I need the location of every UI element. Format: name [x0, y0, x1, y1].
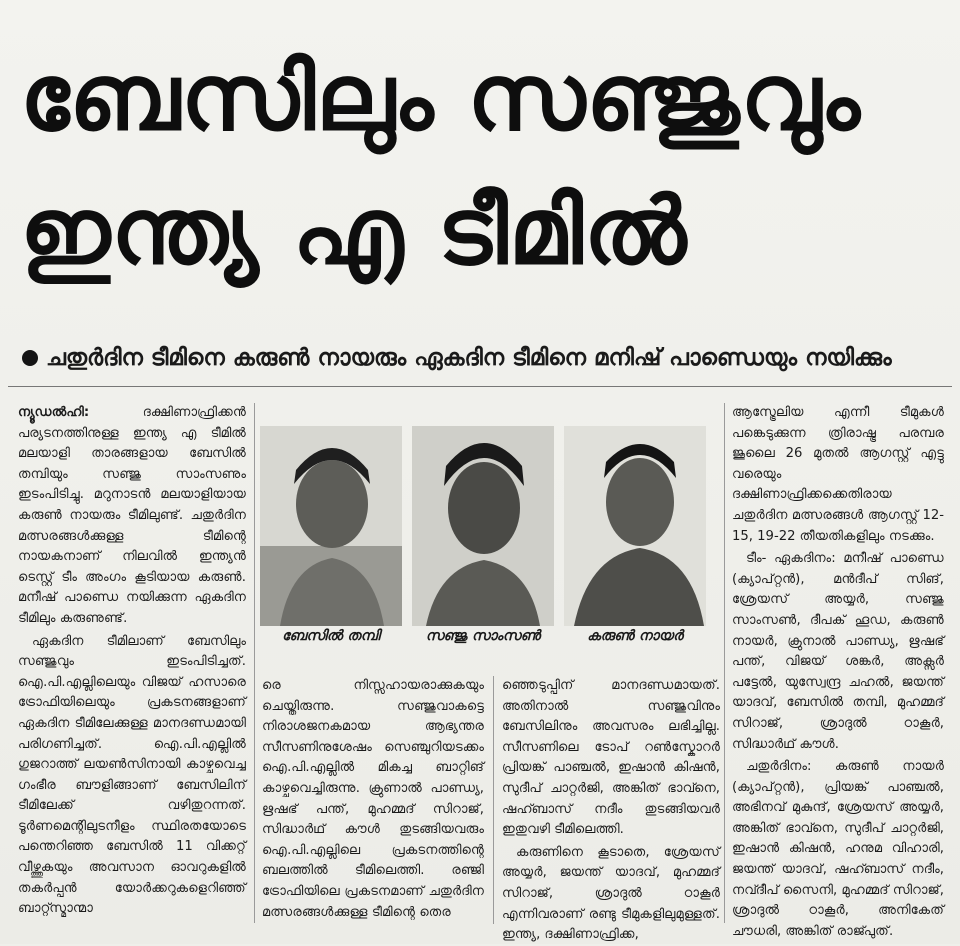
headline-line-1: ബേസിലും സഞ്ജുവും	[20, 44, 861, 151]
paragraph-text: ദക്ഷിണാഫ്രിക്കൻ പര്യടനത്തിനുള്ള ഇന്ത്യ എ ടീമിൽ മലയാളി താരങ്ങളായ ബേസിൽ തമ്പിയും സഞ്ജു സാംസണും ഇടംപിടിച്ചു. മറുനാടൻ മലയാളിയായ കരുൺ നായരും ടീമിലുണ്ട്. ചതുർദിന മത്സരങ്ങൾക്കുള്ള ടീമിന്റെ നായകനാണ് നിലവിൽ ഇന്ത്യൻ ടെസ്റ്റ് ടീം അംഗം കൂടിയായ കരുൺ. മനീഷ് പാണ്ഡെ നയിക്കുന്ന ഏകദിന ടീമിലും കരുണുണ്ട്.	[18, 405, 246, 626]
portrait-icon	[260, 426, 402, 626]
photo-caption: ബേസിൽ തമ്പി	[282, 628, 380, 644]
article-column-1	[18, 403, 246, 923]
column-divider	[254, 403, 255, 923]
article-paragraph: ഞ്ഞെടുപ്പിന് മാനദണ്ഡമായത്. അതിനാൽ സഞ്ജുവിനും ബേസിലിനും അവസരം ലഭിച്ചില്ല. സീസണിലെ ടോപ് റൺസ്കോറർ പ്രിയങ്ക് പാഞ്ചൽ, ഇഷാൻ കിഷൻ, സുദീപ് ചാറ്റർജി, അങ്കിത് ഭാവ്നെ, ഷഹ്ബാസ് നദീം തുടങ്ങിയവർ ഇതുവഴി ടീമിലെത്തി.	[502, 678, 720, 838]
column-divider	[493, 676, 494, 924]
article-paragraph: ടീം- ഏകദിനം: മനീഷ് പാണ്ഡെ (ക്യാപ്റ്റൻ), മൻദീപ് സിങ്, ശ്രേയസ് അയ്യർ, സഞ്ജു സാംസൺ, ദീപക് ഹൂഡ, കരുൺ നായർ, ക്രുനാൽ പാണ്ഡ്യ, ഋഷഭ് പന്ത്, വിജയ് ശങ്കർ, അക്സർ പട്ടേൽ, യുസ്വേന്ദ്ര ചഹൽ, ജയന്ത് യാദവ്, ബേസിൽ തമ്പി, മുഹമ്മദ് സിറാജ്, ശ്രാദുൽ ഠാകൂർ, സിദ്ധാർഥ് കൗൾ.	[732, 551, 944, 752]
portrait-icon	[564, 426, 706, 626]
article-column-4	[732, 403, 944, 939]
photo-basil-thampi	[260, 426, 402, 626]
photo-caption: സഞ്ജു സാംസൺ	[425, 628, 541, 644]
article-paragraph: ഏകദിന ടീമിലാണ് ബേസിലും സഞ്ജുവും ഇടംപിടിച്ചത്. ഐ.പി.എല്ലിലെയും വിജയ് ഹസാരെ ട്രോഫിയിലെയും പ്രകടനങ്ങളാണ് ഏകദിന ടീമിലേക്കുള്ള മാനദണ്ഡമായി പരിഗണിച്ചത്. ഐ.പി.എല്ലിൽ ഗുജറാത്ത് ലയൺസിനായി കാഴ്ചവെച്ച ഗംഭീര ബൗളിങ്ങാണ് ബേസിലിന് ടീമിലേക്ക് വഴിതുറന്നത്. ടൂർണമെന്റിലുടനീളം സ്ഥിരതയോടെ പന്തെറിഞ്ഞ ബേസിൽ 11 വിക്കറ്റ് വീഴ്ത്തുകയും അവസാന ഓവറുകളിൽ തകർപ്പൻ യോർക്കറുകളെറിഞ്ഞ് ബാറ്റ്സ്മാന്മാ	[18, 633, 246, 917]
article-column-2	[262, 676, 484, 924]
photo-caption: കരുൺ നായർ	[587, 628, 683, 644]
photo-sanju-samson	[412, 426, 554, 626]
headline-line-2: ഇന്ത്യ എ ടീമിൽ	[20, 178, 688, 285]
photo-karun-nair	[564, 426, 706, 626]
article-paragraph: രെ നിസ്സഹായരാക്കുകയും ചെയ്തിരുന്നു. സഞ്ജുവാകട്ടെ നിരാശജനകമായ ആഭ്യന്തര സീസണിനുശേഷം സെഞ്ചുറിയടക്കം ഐ.പി.എല്ലിൽ മികച്ച ബാറ്റിങ് കാഴ്ചവെച്ചിരുന്നു. ക്രുണാൽ പാണ്ഡ്യ, ഋഷഭ് പന്ത്, മുഹമ്മദ് സിറാജ്, സിദ്ധാർഥ് കൗൾ തുടങ്ങിയവരും ഐ.പി.എല്ലിലെ പ്രകടനത്തിന്റെ ബലത്തിൽ ടീമിലെത്തി. രഞ്ജി ട്രോഫിയിലെ പ്രകടനമാണ് ചതുർദിന മത്സരങ്ങൾക്കുള്ള ടീമിന്റെ തെര	[262, 678, 484, 920]
portrait-icon	[412, 426, 554, 626]
article-paragraph: ചതുർദിനം: കരുൺ നായർ (ക്യാപ്റ്റൻ), പ്രിയങ്ക് പാഞ്ചൽ, അഭിനവ് മുകുന്ദ്, ശ്രേയസ് അയ്യർ, അങ്കിത് ഭാവ്നെ, സുദീപ് ചാറ്റർജി, ഇഷാൻ കിഷൻ, ഹനുമ വിഹാരി, ജയന്ത് യാദവ്, ഷഹ്ബാസ് നദീം, നവ്ദീപ് സൈനി, മുഹമ്മദ് സിറാജ്, ശ്രാദുൽ ഠാകൂർ, അനികേത് ചൗധരി, അങ്കിത് രാജ്പുത്.	[732, 759, 944, 939]
column-divider	[724, 403, 725, 923]
subheadline-text: ചതുർദിന ടീമിനെ കരുൺ നായരും ഏകദിന ടീമിനെ മനിഷ് പാണ്ഡെയും നയിക്കും	[46, 345, 892, 371]
bullet-icon	[22, 350, 38, 366]
divider	[8, 386, 952, 387]
subheadline	[22, 336, 942, 380]
article-paragraph: ആസ്ട്രേലിയ എന്നീ ടീമുകൾ പങ്കെടുക്കുന്ന ത്രിരാഷ്ട്ര പരമ്പര ജൂലൈ 26 മുതൽ ആഗസ്റ്റ് എട്ടു വരെയും ദക്ഷിണാഫ്രിക്കക്കെതിരായ ചതുർദിന മത്സരങ്ങൾ ആഗസ്റ്റ് 12-15, 19-22 തീയതികളിലും നടക്കും.	[732, 405, 944, 544]
article-paragraph	[18, 403, 246, 630]
dateline: ന്യൂഡൽഹി:	[18, 405, 90, 420]
article-column-3	[502, 676, 720, 943]
article-paragraph: കരുണിനെ കൂടാതെ, ശ്രേയസ് അയ്യർ, ജയന്ത് യാദവ്, മുഹമ്മദ് സിറാജ്, ശ്രാദുൽ ഠാകൂർ എന്നിവരാണ് രണ്ടു ടീമുകളിലുമുള്ളത്. ഇന്ത്യ, ദക്ഷിണാഫ്രിക്ക,	[502, 844, 720, 943]
